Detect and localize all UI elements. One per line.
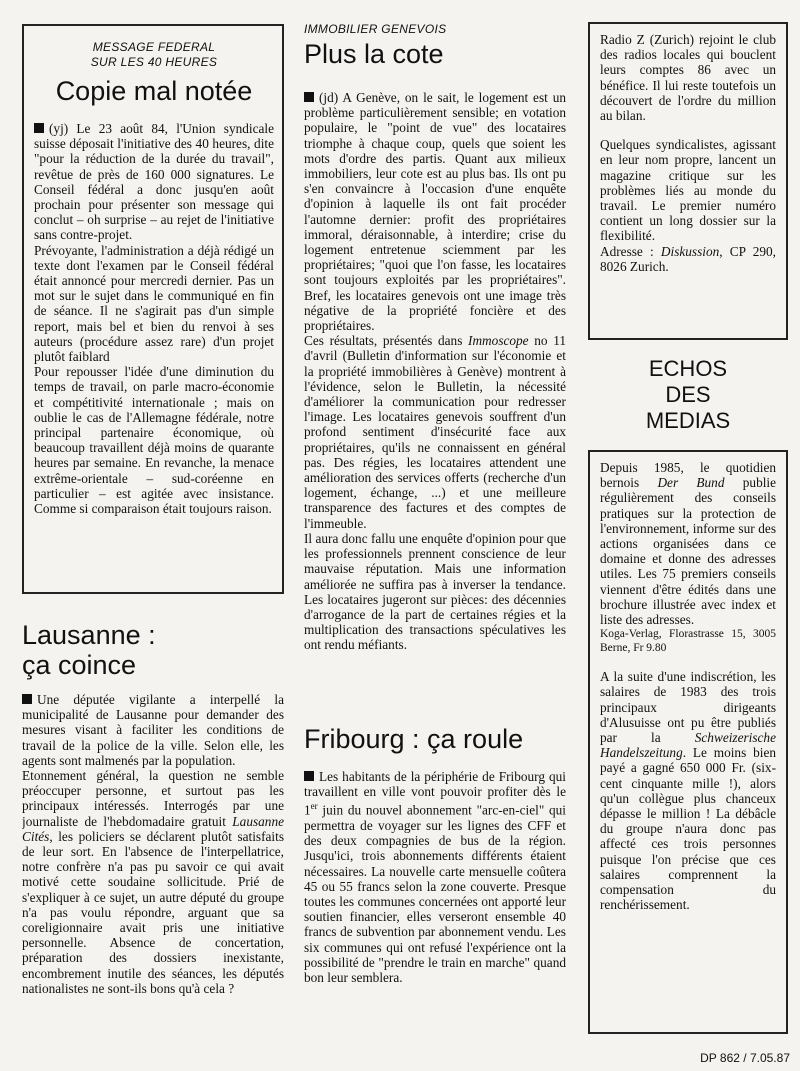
article-copie-mal-notee (22, 24, 284, 594)
paragraph: Une députée vigilante a interpellé la municipalité de Lausanne pour demander des mesures visant à faciliter les conditions de travail de la police de la ville. Selon elle, les agents sont malmenés par la population. (22, 692, 284, 768)
paragraph: Etonnement général, la question ne semble préoccuper personne, et surtout pas les principaux intéressés. Interrogés par une journaliste de l'hebdomadaire gratuit Lausanne Cités, les policiers se déclarent plutôt satisfaits de leur sort. En l'absence de l'interpellatrice, notre confrère n'a pas pu savoir ce qui avait motivé cette soudaine sollicitude. Prié de s'expliquer à ce sujet, un autre député du groupe n'a pas voulu répondre, arguant que sa coreligionnaire avait pris une initiative personnelle. Absence de concertation, préparation des dossiers inexistante, encombrement inutile des séances, les députés nationalistes ne sont-ils bons qu'à cela ? (22, 768, 284, 996)
article-title: Copie mal notée (55, 76, 253, 106)
paragraph: Ces résultats, présentés dans Immoscope no 11 d'avril (Bulletin d'information sur l'économie et la propriété immobilières à Genève) montrent à l'évidence, selon le Bulletin, la nécessité d'améliorer la communication pour redresser l'image. Les locataires genevois souffrent d'un profond sentiment d'insécurité face aux propriétaires, qu'ils ne connaissent en général pas. Des régies, les locataires attendent une amélioration des services offerts (recherche d'un logement, échange, ...) et une meilleure transparence des factures et des comptes de l'immeuble. (304, 333, 566, 531)
article-body (304, 90, 566, 653)
brief-body (600, 32, 776, 274)
echos-box (588, 450, 788, 1034)
bullet-square-icon (304, 92, 314, 102)
echo-koga-verlag: Koga-Verlag, Florastrasse 15, 3005 Berne, Fr 9.80 (600, 628, 776, 655)
bullet-square-icon (22, 694, 32, 704)
kicker-line2: SUR LES 40 HEURES (90, 55, 218, 69)
paragraph: Prévoyante, l'administration a déjà rédigé un texte dont l'examen par le Conseil fédéral était annoncé pour mercredi dernier. Pas un mot sur le sujet dans le communiqué en fin de séance. Il ne s'agirait pas d'un simple report, mais bel et bien du renvoi à ses auteurs (procédure assez rare) d'un projet plutôt faiblard (34, 242, 274, 365)
echos-body (600, 460, 776, 912)
brief-adresse: Adresse : Diskussion, CP 290, 8026 Zurich. (600, 243, 776, 274)
article-lausanne (22, 620, 284, 1060)
echos-line2: DES (665, 382, 711, 407)
page-footer: DP 862 / 7.05.87 (700, 1051, 790, 1065)
article-body (34, 121, 274, 516)
echo-alusuisse: A la suite d'une indiscrétion, les salaires de 1983 des trois principaux dirigeants d'Alusuisse ont pu être publiés par la Schweizerische Handelszeitung. Le moins bien payé a gagné 650 000 Fr. (six-cent cinquante mille !), alors qu'un collègue plus chanceux dépasse le million ! La débâcle du groupe n'aura donc pas affecté ces trois personnes puisque l'on précise que ces salaires comprennent la compensation du renchérissement. (600, 669, 776, 913)
kicker: IMMOBILIER GENEVOIS (304, 22, 447, 36)
article-body: Les habitants de la périphérie de Fribourg qui travaillent en ville vont pouvoir profiter dès le 1er juin du nouvel abonnement "arc-en-ciel" qui permettra de voyager sur les lignes des CFF et des deux compagnies de bus de la région. Jusqu'ici, trois abonnements différents étaient nécessaires. La nouvelle carte mensuelle coûtera 45 ou 55 francs selon la zone couverte. Presque toutes les communes concernées ont apporté leur soutien financier, elles verseront ensemble 40 francs de subvention par abonnement vendu. Les six communes qui ont refusé l'expérience ont la possibilité de "prendre le train en marche" quand bon leur semblera. (304, 769, 566, 986)
news-briefs-box (588, 22, 788, 340)
echos-line1: ECHOS (648, 356, 728, 381)
kicker-line1: MESSAGE FEDERAL (92, 40, 216, 54)
article-title: Lausanne : ça coince (22, 620, 156, 680)
article-fribourg (304, 724, 566, 1059)
paragraph: (yj) Le 23 août 84, l'Union syndicale suisse déposait l'initiative des 40 heures, dite "pour la réduction de la durée du travail", revêtue de près de 160 000 signatures. Le Conseil fédéral a donc jusqu'en août prochain pour présenter son message qui conclut – oh surprise – au rejet de l'initiative sans contre-projet. (34, 121, 274, 243)
article-title: Fribourg : ça roule (304, 724, 524, 754)
bullet-square-icon (304, 771, 314, 781)
brief-radio-z: Radio Z (Zurich) rejoint le club des radios locales qui bouclent leurs comptes 86 avec un bénéfice. Il lui reste toutefois un découvert de l'ordre du million au bilan. (600, 32, 776, 124)
article-title: Plus la cote (304, 39, 444, 69)
echo-der-bund: Depuis 1985, le quotidien bernois Der Bund publie régulièrement des conseils pratiques sur la protection de l'environnement, informe sur des actions organisées dans ce domaine et donne des adresses utiles. Les 75 premiers conseils viennent d'être édités dans une brochure illustrée avec index et liste des adresses. (600, 460, 777, 628)
bullet-square-icon (34, 123, 44, 133)
paragraph: Pour repousser l'idée d'une diminution du temps de travail, on parle macro-économie et compétitivité internationale ; mais on oublie le cas de l'Allemagne fédérale, notre principal partenaire économique, où beaucoup travaillent déjà moins de quarante heures par semaine. En revanche, la menace extrême-orientale – sud-coréenne en particulier – est agitée avec insistance. Comme si comparaison était toujours raison. (34, 364, 274, 517)
paragraph: (jd) A Genève, on le sait, le logement est un problème particulièrement sensible; en votation populaire, le "point de vue" des locataires triomphe à chaque coup, quels que soient les mots d'ordre des partis. Quant aux milieux immobiliers, leur cote est au plus bas. Ils ont pu s'en convaincre à l'occasion d'une enquête d'opinion à laquelle ils ont fait procéder l'automne dernier: profit des propriétaires immoral, déraisonnable, à interdire; crise du logement entretenue sciemment par les propriétaires; "quoi que l'on fasse, les locataires sont toujours exploités par les propriétaires". Bref, les locataires genevois ont une image très négative de la propriété foncière et des propriétaires. (304, 90, 566, 334)
article-plus-la-cote (304, 22, 566, 712)
paragraph: Il aura donc fallu une enquête d'opinion pour que les professionnels prennent conscience de leur mauvaise réputation. Mais une information améliorée ne suffira pas à inverser la tendance. Les locataires jugeront sur pièces: des décennies d'arrogance de la part de certaines régies et la multiplication des transactions spéculatives les ont rendu méfiants. (304, 530, 566, 653)
article-body (22, 692, 284, 996)
brief-syndicalistes: Quelques syndicalistes, agissant en leur nom propre, lancent un magazine critique sur les problèmes liés au monde du travail. Le premier numéro contient un long dossier sur la flexibilité. (600, 137, 776, 244)
echos-line3: MEDIAS (645, 408, 731, 433)
echos-des-medias-heading (588, 350, 788, 442)
